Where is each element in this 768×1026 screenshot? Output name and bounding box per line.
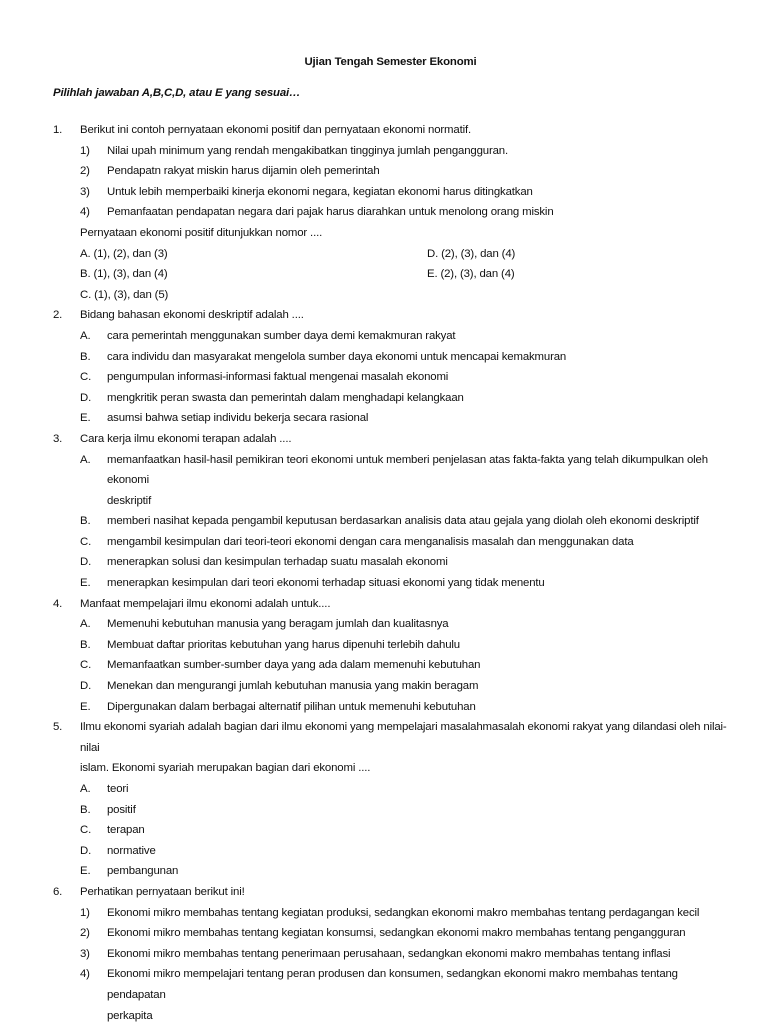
question-number: 5.	[53, 721, 63, 734]
option-letter: A.	[80, 618, 91, 631]
statement-mark: 2)	[80, 165, 90, 178]
option-text: cara pemerintah menggunakan sumber daya demi kemakmuran rakyat	[107, 329, 456, 342]
answer-option-b: B. (1), (3), dan (4)	[80, 268, 168, 281]
answer-option-c: C. (1), (3), dan (5)	[80, 288, 169, 301]
option-letter: D.	[80, 556, 92, 569]
question-text: Berikut ini contoh pernyataan ekonomi positif dan pernyataan ekonomi normatif.	[80, 124, 472, 136]
question-prompt: Pernyataan ekonomi positif ditunjukkan nomor ....	[80, 226, 323, 239]
question-5	[53, 717, 728, 882]
statement-item	[80, 161, 728, 182]
answer-option	[80, 367, 728, 388]
option-text: memanfaatkan hasil-hasil pemikiran teori ekonomi untuk memberi penjelasan atas fakta-fakta yang telah dikumpulkan oleh ekonomi	[107, 453, 708, 487]
option-letter: E.	[80, 412, 91, 425]
option-text: menerapkan kesimpulan dari teori ekonomi terhadap situasi ekonomi yang tidak menentu	[107, 577, 545, 590]
option-letter: C.	[80, 371, 92, 384]
question-1	[53, 120, 728, 305]
option-letter: E.	[80, 700, 91, 713]
option-letter: B.	[80, 803, 91, 816]
statement-mark: 3)	[80, 185, 90, 198]
option-text: pembangunan	[107, 865, 179, 878]
question-6	[53, 882, 728, 1026]
option-letter: C.	[80, 535, 92, 548]
option-text: Memenuhi kebutuhan manusia yang beragam jumlah dan kualitasnya	[107, 618, 449, 631]
statement-text: Untuk lebih memperbaiki kinerja ekonomi negara, kegiatan ekonomi harus ditingkatkan	[107, 185, 533, 198]
question-text: Manfaat mempelajari ilmu ekonomi adalah untuk....	[80, 597, 331, 610]
option-text: normative	[107, 844, 156, 857]
option-text: memberi nasihat kepada pengambil keputusan berdasarkan analisis data atau gejala yang diolah oleh ekonomi deskriptif	[107, 515, 699, 528]
page-title: Ujian Tengah Semester Ekonomi	[304, 56, 477, 68]
option-letter: D.	[80, 844, 92, 857]
statement-text: perkapita	[107, 1009, 153, 1022]
answer-option	[80, 532, 728, 553]
statement-text: Ekonomi mikro membahas tentang penerimaan perusahaan, sedangkan ekonomi makro membahas tentang inflasi	[107, 947, 671, 960]
question-text: Perhatikan pernyataan berikut ini!	[80, 885, 245, 898]
answer-option	[80, 820, 728, 841]
statement-item	[80, 141, 728, 162]
answer-option	[80, 326, 728, 347]
option-text: Dipergunakan dalam berbagai alternatif pilihan untuk memenuhi kebutuhan	[107, 700, 476, 713]
answer-option	[80, 779, 728, 800]
answer-option	[80, 841, 728, 862]
answer-option	[80, 655, 728, 676]
option-text: terapan	[107, 824, 145, 837]
option-text: Membuat daftar prioritas kebutuhan yang harus dipenuhi terlebih dahulu	[107, 638, 460, 651]
question-text-continuation: islam. Ekonomi syariah merupakan bagian dari ekonomi ....	[80, 762, 371, 775]
option-text: cara individu dan masyarakat mengelola sumber daya ekonomi untuk mencapai kemakmuran	[107, 350, 567, 363]
answer-option	[80, 635, 728, 656]
answer-option	[80, 347, 728, 368]
statement-item	[80, 202, 728, 223]
option-text: teori	[107, 783, 129, 795]
question-3	[53, 429, 728, 594]
option-letter: A.	[80, 329, 91, 342]
option-letter: B.	[80, 350, 91, 363]
question-text: Cara kerja ilmu ekonomi terapan adalah ....	[80, 432, 292, 445]
option-text: Menekan dan mengurangi jumlah kebutuhan manusia yang makin beragam	[107, 680, 479, 693]
statement-text: Ekonomi mikro mempelajari tentang peran produsen dan konsumen, sedangkan ekonomi makro membahas tentang pendapatan	[107, 968, 678, 1001]
option-text: menerapkan solusi dan kesimpulan terhadap suatu masalah ekonomi	[107, 556, 448, 569]
answer-option	[80, 511, 728, 532]
option-letter: A.	[80, 453, 91, 466]
answer-option-e: E. (2), (3), dan (4)	[427, 268, 515, 281]
question-text: Bidang bahasan ekonomi deskriptif adalah ....	[80, 309, 304, 322]
statement-mark: 1)	[80, 144, 90, 157]
option-text: positif	[107, 803, 136, 816]
answer-grid	[80, 244, 728, 306]
option-text: Memanfaatkan sumber-sumber daya yang ada dalam memenuhi kebutuhan	[107, 659, 481, 672]
answer-option	[80, 676, 728, 697]
statement-text: Pemanfaatan pendapatan negara dari pajak harus diarahkan untuk menolong orang miskin	[107, 206, 554, 219]
statement-item	[80, 182, 728, 203]
option-text: asumsi bahwa setiap individu bekerja secara rasional	[107, 412, 369, 425]
question-number: 6.	[53, 885, 63, 898]
option-letter: B.	[80, 515, 91, 528]
answer-option	[80, 552, 728, 573]
statement-mark: 2)	[80, 927, 90, 940]
answer-option	[80, 697, 728, 718]
answer-option	[80, 408, 728, 429]
option-text: pengumpulan informasi-informasi faktual mengenai masalah ekonomi	[107, 371, 449, 384]
statement-item	[80, 923, 728, 944]
statement-item-continuation	[80, 1006, 728, 1026]
answer-option	[80, 450, 728, 491]
statement-mark: 4)	[80, 968, 90, 981]
statement-item	[80, 944, 728, 965]
answer-option-a: A. (1), (2), dan (3)	[80, 247, 168, 260]
answer-option	[80, 861, 728, 882]
option-letter: E.	[80, 865, 91, 878]
question-number: 3.	[53, 432, 63, 445]
statement-mark: 4)	[80, 206, 90, 219]
option-letter: C.	[80, 659, 92, 672]
answer-option-continuation	[80, 491, 728, 512]
question-number: 2.	[53, 309, 63, 322]
answer-option-d: D. (2), (3), dan (4)	[427, 247, 516, 260]
option-letter: A.	[80, 783, 91, 795]
answer-option	[80, 800, 728, 821]
answer-option	[80, 614, 728, 635]
question-4	[53, 594, 728, 718]
statement-item	[80, 903, 728, 924]
statement-text: Nilai upah minimum yang rendah mengakibatkan tingginya jumlah pengangguran.	[107, 144, 508, 157]
statement-item	[80, 964, 728, 1005]
option-text: mengambil kesimpulan dari teori-teori ekonomi dengan cara menganalisis masalah dan menggunakan data	[107, 535, 634, 548]
statement-text: Ekonomi mikro membahas tentang kegiatan produksi, sedangkan ekonomi makro membahas tentang perdagangan kecil	[107, 906, 700, 919]
option-text: mengkritik peran swasta dan pemerintah dalam menghadapi kelangkaan	[107, 391, 464, 404]
option-letter: D.	[80, 391, 92, 404]
answer-option	[80, 388, 728, 409]
option-letter: B.	[80, 638, 91, 651]
statement-mark: 1)	[80, 906, 90, 919]
statement-mark: 3)	[80, 947, 90, 960]
statement-text: Ekonomi mikro membahas tentang kegiatan konsumsi, sedangkan ekonomi makro membahas tentang pengangguran	[107, 927, 686, 940]
answer-option	[80, 573, 728, 594]
option-letter: E.	[80, 577, 91, 590]
option-letter: D.	[80, 680, 92, 693]
question-text: Ilmu ekonomi syariah adalah bagian dari ilmu ekonomi yang mempelajari masalahmasalah ekonomi rakyat yang dilandasi oleh nilai-nilai	[80, 721, 727, 754]
option-letter: C.	[80, 824, 92, 837]
question-2	[53, 305, 728, 429]
question-number: 4.	[53, 597, 63, 610]
statement-text: Pendapatn rakyat miskin harus dijamin oleh pemerintah	[107, 165, 380, 178]
instruction-text: Pilihlah jawaban A,B,C,D, atau E yang sesuai…	[53, 87, 301, 99]
option-text: deskriptif	[107, 494, 152, 507]
question-number: 1.	[53, 124, 63, 136]
